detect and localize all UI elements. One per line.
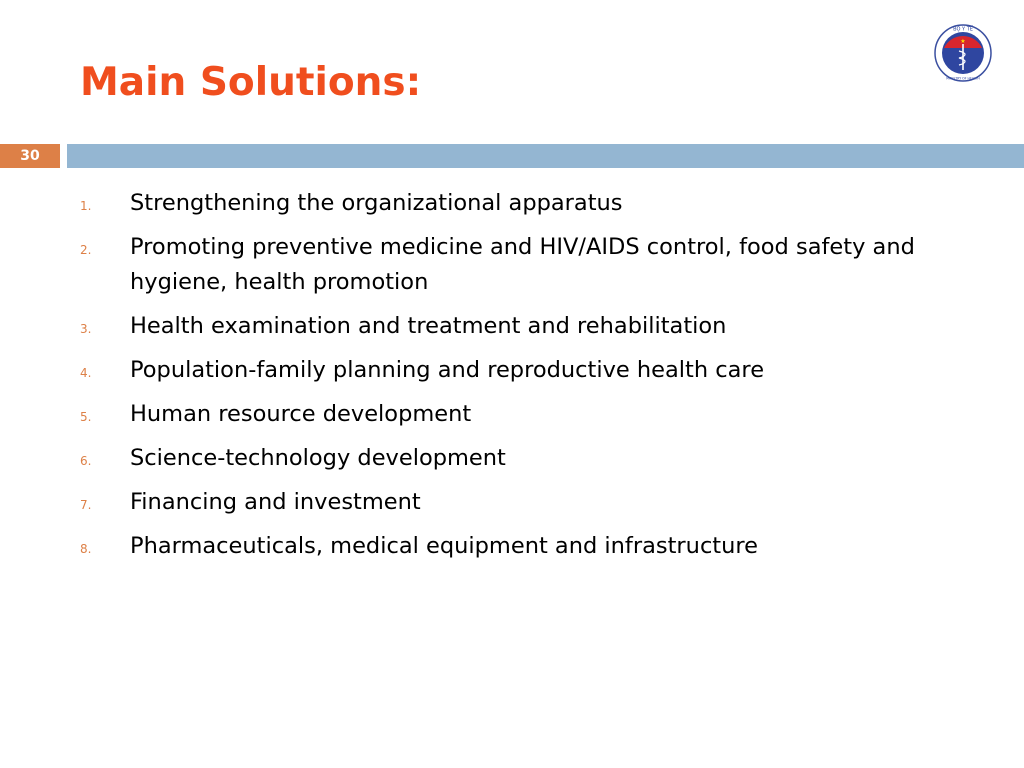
solution-text: Human resource development	[130, 401, 472, 427]
logo-text-bottom: MINISTRY OF HEALTH	[946, 76, 980, 81]
solution-text: Population-family planning and reproductive health care	[130, 357, 765, 383]
solution-item	[80, 353, 980, 388]
solution-text: Promoting preventive medicine and HIV/AIDS control, food safety and hygiene, health promotion	[130, 234, 915, 295]
solution-item	[80, 186, 980, 221]
solution-number: 3.	[80, 322, 92, 336]
solution-item	[80, 485, 980, 520]
solution-number: 5.	[80, 410, 92, 424]
solution-text: Science-technology development	[130, 445, 506, 471]
solution-number: 2.	[80, 243, 92, 257]
solution-text: Financing and investment	[130, 489, 421, 515]
solution-item	[80, 397, 980, 432]
solution-number: 6.	[80, 454, 92, 468]
slide-number: 30	[0, 144, 60, 168]
solution-number: 7.	[80, 498, 92, 512]
svg-text:★: ★	[960, 38, 966, 45]
solution-number: 4.	[80, 366, 92, 380]
solution-item	[80, 230, 980, 300]
solution-number: 1.	[80, 199, 92, 213]
header-band	[67, 144, 1024, 168]
solution-item	[80, 441, 980, 476]
solution-number: 8.	[80, 542, 92, 556]
solution-text: Strengthening the organizational apparatus	[130, 190, 623, 216]
solution-text: Pharmaceuticals, medical equipment and infrastructure	[130, 533, 758, 559]
slide-title: Main Solutions:	[80, 60, 422, 105]
solutions-list	[80, 186, 980, 573]
ministry-of-health-logo	[934, 24, 992, 82]
solution-text: Health examination and treatment and rehabilitation	[130, 313, 727, 339]
solution-item	[80, 309, 980, 344]
logo-text-top: BỘ Y TẾ	[953, 26, 973, 33]
solution-item	[80, 529, 980, 564]
